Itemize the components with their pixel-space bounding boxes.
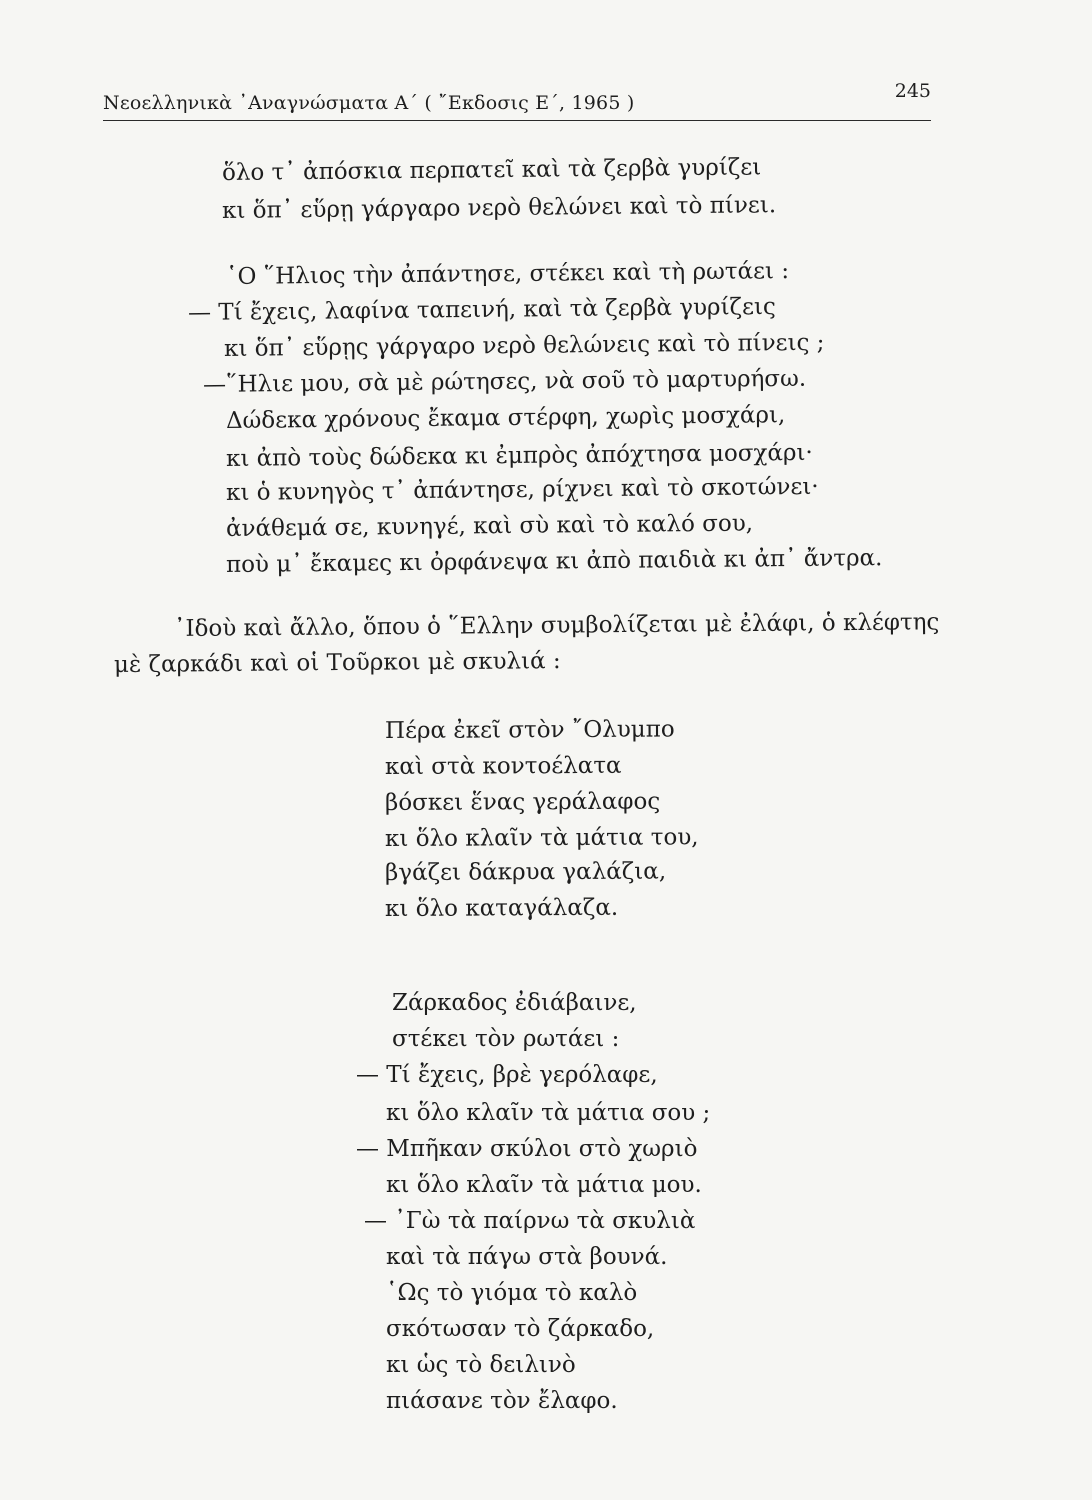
verse-line: στέκει τὸν ρωτάει : <box>392 1026 620 1052</box>
verse-line: καὶ τὰ πάγω στὰ βουνά. <box>386 1244 668 1270</box>
verse-line: κι ἀπὸ τοὺς δώδεκα κι ἐμπρὸς ἀπόχτησα μοσχάρι· <box>225 439 813 472</box>
verse-line: βόσκει ἕνας γεράλαφος <box>384 788 661 816</box>
header-rule <box>103 120 931 121</box>
verse-line: Δώδεκα χρόνους ἔκαμα στέρφη, χωρὶς μοσχάρι, <box>225 402 786 434</box>
verse-line: πιάσανε τὸν ἔλαφο. <box>386 1388 618 1414</box>
verse-line: Ζάρκαδος ἐδιάβαινε, <box>392 990 637 1016</box>
verse-line: κι ὅπ᾿ εὕρῃ γάργαρο νερὸ θελώνει καὶ τὸ πίνει. <box>221 192 777 224</box>
verse-line: κι ὅλο κλαῖν τὰ μάτια μου. <box>386 1172 702 1198</box>
verse-line: —῞Ηλιε μου, σὰ μὲ ρώτησες, νὰ σοῦ τὸ μαρτυρήσω. <box>202 365 807 398</box>
verse-line: κι ὅλο κλαῖν τὰ μάτια του, <box>384 824 699 852</box>
verse-line: ῾Ως τὸ γιόμα τὸ καλὸ <box>386 1280 638 1306</box>
verse-line: βγάζει δάκρυα γαλάζια, <box>384 858 667 886</box>
page-header <box>103 76 931 124</box>
verse-line: ῾Ο ῞Ηλιος τὴν ἀπάντησε, στέκει καὶ τὴ ρωτάει : <box>225 258 790 290</box>
verse-line: — ᾿Γὼ τὰ παίρνω τὰ σκυλιὰ <box>364 1208 696 1234</box>
verse-line: Πέρα ἐκεῖ στὸν ῎Ολυμπο <box>384 716 675 744</box>
verse-line: κι ὁ κυνηγὸς τ᾿ ἀπάντησε, ρίχνει καὶ τὸ σκοτώνει· <box>225 473 819 506</box>
verse-line: κι ὅπ᾿ εὕρῃς γάργαρο νερὸ θελώνεις καὶ τὸ πίνεις ; <box>223 329 825 362</box>
page-number: 245 <box>894 80 931 102</box>
verse-line: — Τί ἔχεις, βρὲ γερόλαφε, <box>356 1062 658 1088</box>
running-title: Νεοελληνικὰ ᾿Αναγνώσματα Α΄ ( ῎Εκδοσις Ε΄, 1965 ) <box>103 92 635 114</box>
prose-line: μὲ ζαρκάδι καὶ οἱ Τοῦρκοι μὲ σκυλιά : <box>113 648 561 678</box>
verse-line: κι ὡς τὸ δειλινὸ <box>386 1352 576 1378</box>
verse-line: — Τί ἔχεις, λαφίνα ταπεινή, καὶ τὰ ζερβὰ γυρίζεις <box>187 293 776 326</box>
verse-line: ἀνάθεμά σε, κυνηγέ, καὶ σὺ καὶ τὸ καλό σου, <box>225 510 754 542</box>
verse-line: — Μπῆκαν σκύλοι στὸ χωριὸ <box>356 1136 698 1162</box>
verse-line: σκότωσαν τὸ ζάρκαδο, <box>386 1316 655 1342</box>
verse-line: κι ὅλο καταγάλαζα. <box>384 894 619 922</box>
verse-line: κι ὅλο κλαῖν τὰ μάτια σου ; <box>386 1100 711 1126</box>
verse-line: καὶ στὰ κοντοέλατα <box>384 752 622 780</box>
prose-line: ᾿Ιδοὺ καὶ ἄλλο, ὅπου ὁ ῞Ελλην συμβολίζεται μὲ ἐλάφι, ὁ κλέφτης <box>173 609 940 642</box>
verse-line: ὅλο τ᾿ ἀπόσκια περπατεῖ καὶ τὰ ζερβὰ γυρίζει <box>221 154 762 186</box>
verse-line: ποὺ μ᾿ ἔκαμες κι ὀρφάνεψα κι ἀπὸ παιδιὰ κι ἀπ᾿ ἄντρα. <box>225 545 883 578</box>
